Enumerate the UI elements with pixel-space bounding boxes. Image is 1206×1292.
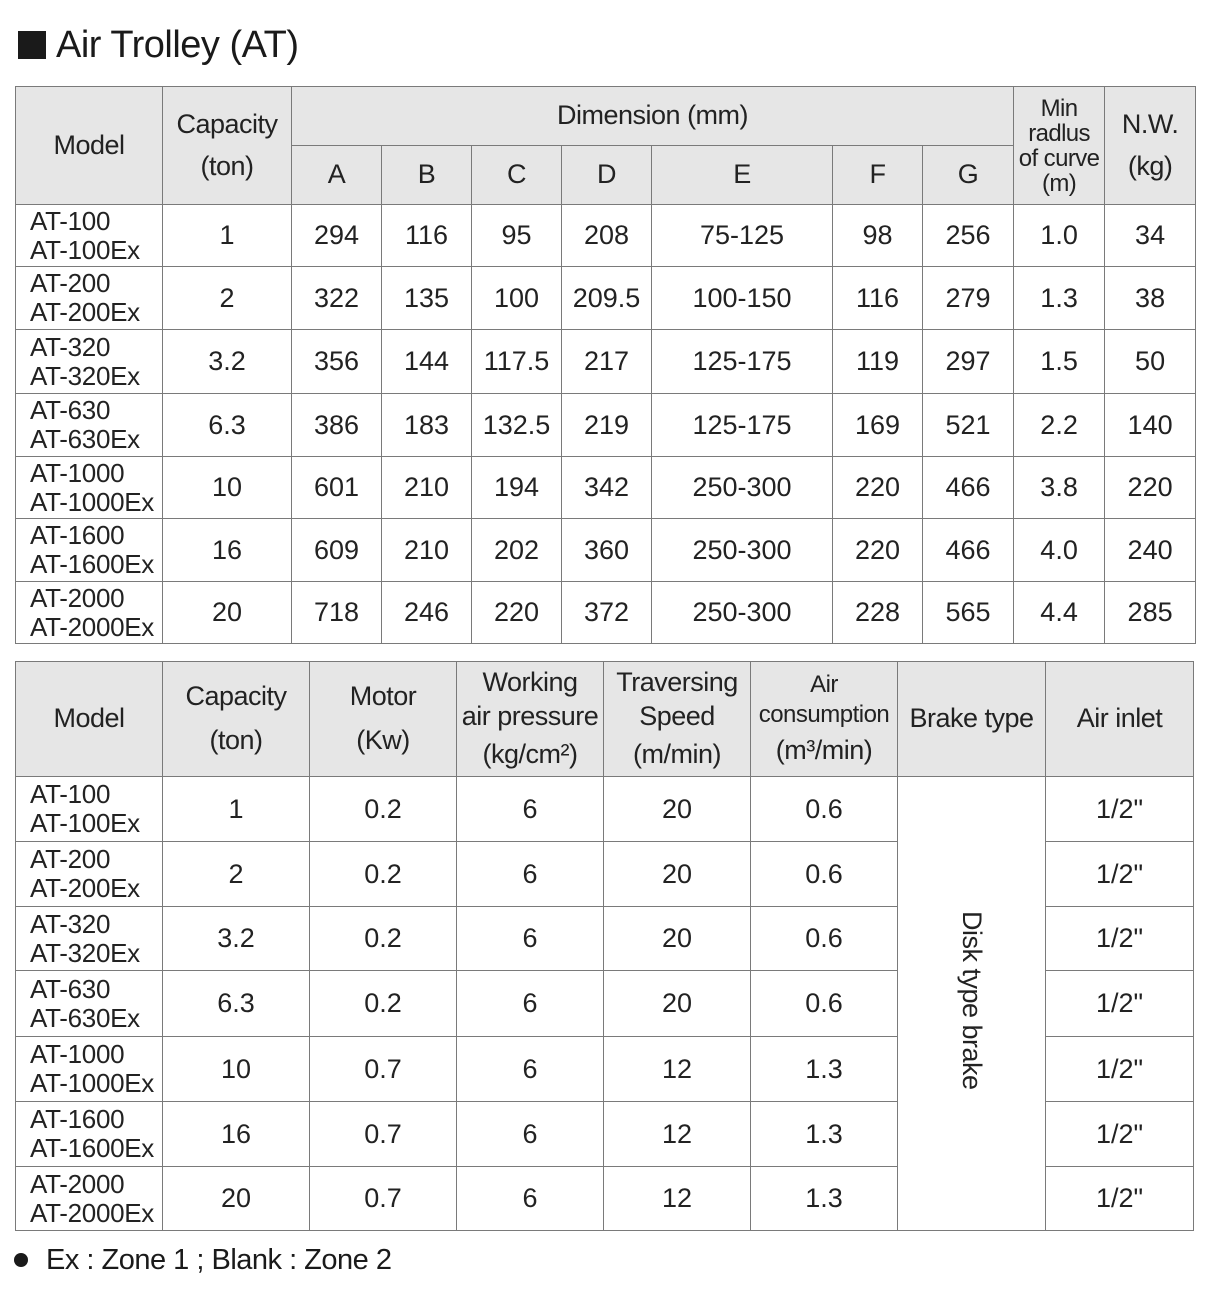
table-row [16, 457, 1196, 519]
cell-working-pressure: 6 [457, 907, 604, 971]
model-name-ex: AT-1000Ex [30, 1068, 154, 1098]
cell-air-inlet: 1/2" [1046, 1037, 1194, 1102]
cell-dim-c: 220 [472, 582, 562, 644]
header-dim-a: A [292, 146, 382, 205]
cell-dim-a: 609 [292, 519, 382, 582]
cell-dim-a: 356 [292, 330, 382, 394]
cell-min-radius: 1.5 [1014, 330, 1105, 394]
cell-working-pressure: 6 [457, 971, 604, 1037]
header-dim-g: G [923, 146, 1014, 205]
model-name: AT-1600 [30, 1104, 125, 1134]
cell-air-inlet: 1/2" [1046, 1102, 1194, 1167]
cell-working-pressure: 6 [457, 842, 604, 907]
model-name: AT-200 [30, 268, 111, 298]
cell-dim-d: 219 [562, 394, 652, 457]
model-name: AT-200 [30, 844, 111, 874]
cell-dim-d: 209.5 [562, 267, 652, 330]
cell-dim-d: 342 [562, 457, 652, 519]
cell-traversing-speed: 20 [604, 777, 751, 842]
cell-model [16, 582, 163, 644]
cell-traversing-speed: 12 [604, 1102, 751, 1167]
cell-capacity: 10 [163, 1037, 310, 1102]
model-name: AT-2000 [30, 582, 125, 613]
header-min-radius: Min radlus of curve (m) [1014, 87, 1105, 205]
model-name-ex: AT-320Ex [30, 360, 140, 391]
cell-nw: 220 [1105, 457, 1196, 519]
cell-dim-e: 250-300 [652, 457, 833, 519]
header-air-inlet: Air inlet [1046, 662, 1194, 777]
cell-dim-f: 220 [833, 519, 923, 582]
cell-dim-f: 169 [833, 394, 923, 457]
cell-capacity: 2 [163, 842, 310, 907]
cell-air-inlet: 1/2" [1046, 777, 1194, 842]
cell-model [16, 842, 163, 907]
cell-dim-e: 250-300 [652, 519, 833, 582]
cell-traversing-speed: 12 [604, 1167, 751, 1231]
header-nw: N.W. (kg) [1105, 87, 1196, 205]
model-name: AT-1600 [30, 520, 125, 550]
cell-motor: 0.7 [310, 1037, 457, 1102]
cell-capacity: 20 [163, 1167, 310, 1231]
cell-dim-c: 100 [472, 267, 562, 330]
model-name-ex: AT-320Ex [30, 937, 140, 968]
cell-model [16, 1037, 163, 1102]
table-row [16, 519, 1196, 582]
table-row [16, 205, 1196, 267]
cell-dim-c: 117.5 [472, 330, 562, 394]
cell-dim-c: 194 [472, 457, 562, 519]
model-name: AT-100 [30, 205, 111, 236]
cell-motor: 0.7 [310, 1102, 457, 1167]
header-dim-c: C [472, 146, 562, 205]
square-bullet-icon [18, 31, 46, 59]
cell-capacity: 10 [163, 457, 292, 519]
model-name-ex: AT-2000Ex [30, 611, 154, 642]
model-name-ex: AT-200Ex [30, 873, 140, 903]
cell-dim-f: 98 [833, 205, 923, 267]
cell-dim-b: 144 [382, 330, 472, 394]
table-row [16, 267, 1196, 330]
cell-min-radius: 4.0 [1014, 519, 1105, 582]
cell-min-radius: 3.8 [1014, 457, 1105, 519]
brake-type-text: Disk type brake [957, 910, 987, 1090]
cell-dim-g: 279 [923, 267, 1014, 330]
model-name-ex: AT-100Ex [30, 234, 140, 265]
cell-dim-g: 466 [923, 457, 1014, 519]
cell-min-radius: 2.2 [1014, 394, 1105, 457]
cell-air-inlet: 1/2" [1046, 1167, 1194, 1231]
cell-model [16, 971, 163, 1037]
cell-model [16, 457, 163, 519]
cell-dim-a: 294 [292, 205, 382, 267]
cell-nw: 50 [1105, 330, 1196, 394]
model-name: AT-630 [30, 973, 111, 1004]
cell-dim-e: 75-125 [652, 205, 833, 267]
cell-dim-g: 521 [923, 394, 1014, 457]
cell-dim-e: 125-175 [652, 330, 833, 394]
cell-dim-d: 372 [562, 582, 652, 644]
cell-dim-d: 217 [562, 330, 652, 394]
cell-dim-e: 100-150 [652, 267, 833, 330]
header-traversing-speed: Traversing Speed (m/min) [604, 662, 751, 777]
page-title-text: Air Trolley (AT) [56, 23, 299, 66]
cell-dim-e: 125-175 [652, 394, 833, 457]
cell-traversing-speed: 20 [604, 907, 751, 971]
model-name-ex: AT-1000Ex [30, 486, 154, 517]
cell-traversing-speed: 20 [604, 971, 751, 1037]
cell-model [16, 267, 163, 330]
header-dim-d: D [562, 146, 652, 205]
cell-nw: 285 [1105, 582, 1196, 644]
model-name-ex: AT-100Ex [30, 808, 140, 838]
cell-dim-c: 132.5 [472, 394, 562, 457]
cell-dim-g: 565 [923, 582, 1014, 644]
cell-air-consumption: 0.6 [751, 777, 898, 842]
cell-model [16, 205, 163, 267]
cell-dim-c: 95 [472, 205, 562, 267]
model-name: AT-1000 [30, 457, 125, 488]
bullet-dot-icon [14, 1253, 28, 1267]
header-motor: Motor (Kw) [310, 662, 457, 777]
cell-air-inlet: 1/2" [1046, 907, 1194, 971]
cell-dim-b: 210 [382, 519, 472, 582]
cell-working-pressure: 6 [457, 777, 604, 842]
header-working-pressure: Working air pressure (kg/cm²) [457, 662, 604, 777]
model-name-ex: AT-1600Ex [30, 1133, 154, 1163]
header-dimension: Dimension (mm) [292, 87, 1014, 146]
cell-capacity: 20 [163, 582, 292, 644]
model-name-ex: AT-2000Ex [30, 1197, 154, 1228]
model-name: AT-320 [30, 908, 111, 939]
cell-min-radius: 4.4 [1014, 582, 1105, 644]
header-capacity: Capacity (ton) [163, 87, 292, 205]
cell-model [16, 330, 163, 394]
cell-capacity: 1 [163, 777, 310, 842]
cell-nw: 240 [1105, 519, 1196, 582]
cell-air-consumption: 0.6 [751, 907, 898, 971]
cell-air-consumption: 1.3 [751, 1167, 898, 1231]
cell-dim-a: 322 [292, 267, 382, 330]
cell-dim-a: 386 [292, 394, 382, 457]
cell-model [16, 1167, 163, 1231]
table-row [16, 777, 1194, 842]
zone-note-text: Ex : Zone 1 ; Blank : Zone 2 [46, 1243, 392, 1276]
header-dim-e: E [652, 146, 833, 205]
cell-dim-d: 360 [562, 519, 652, 582]
cell-working-pressure: 6 [457, 1167, 604, 1231]
cell-traversing-speed: 20 [604, 842, 751, 907]
cell-capacity: 3.2 [163, 330, 292, 394]
cell-model [16, 1102, 163, 1167]
cell-model [16, 394, 163, 457]
cell-air-consumption: 0.6 [751, 971, 898, 1037]
cell-air-consumption: 1.3 [751, 1037, 898, 1102]
cell-motor: 0.2 [310, 971, 457, 1037]
cell-dim-b: 116 [382, 205, 472, 267]
header-capacity: Capacity (ton) [163, 662, 310, 777]
cell-dim-a: 601 [292, 457, 382, 519]
cell-dim-d: 208 [562, 205, 652, 267]
table-row [16, 394, 1196, 457]
model-name: AT-1000 [30, 1039, 125, 1069]
table-row [16, 582, 1196, 644]
cell-air-inlet: 1/2" [1046, 971, 1194, 1037]
zone-note [14, 1242, 391, 1278]
cell-dim-a: 718 [292, 582, 382, 644]
cell-dim-b: 183 [382, 394, 472, 457]
cell-traversing-speed: 12 [604, 1037, 751, 1102]
model-name-ex: AT-630Ex [30, 1002, 140, 1033]
cell-motor: 0.2 [310, 777, 457, 842]
cell-dim-b: 210 [382, 457, 472, 519]
cell-air-consumption: 1.3 [751, 1102, 898, 1167]
model-name: AT-320 [30, 331, 111, 362]
cell-dim-b: 246 [382, 582, 472, 644]
header-dim-b: B [382, 146, 472, 205]
dimension-table [15, 86, 1196, 644]
cell-brake-type [898, 777, 1046, 1231]
header-dim-f: F [833, 146, 923, 205]
cell-model [16, 907, 163, 971]
cell-dim-g: 256 [923, 205, 1014, 267]
cell-capacity: 2 [163, 267, 292, 330]
cell-capacity: 1 [163, 205, 292, 267]
cell-dim-g: 297 [923, 330, 1014, 394]
header-model: Model [16, 662, 163, 777]
cell-nw: 140 [1105, 394, 1196, 457]
cell-dim-g: 466 [923, 519, 1014, 582]
cell-capacity: 16 [163, 519, 292, 582]
model-name-ex: AT-200Ex [30, 297, 140, 327]
cell-min-radius: 1.3 [1014, 267, 1105, 330]
cell-nw: 38 [1105, 267, 1196, 330]
table-row [16, 330, 1196, 394]
cell-dim-b: 135 [382, 267, 472, 330]
cell-dim-c: 202 [472, 519, 562, 582]
specification-table [15, 661, 1194, 1231]
cell-motor: 0.2 [310, 907, 457, 971]
model-name-ex: AT-630Ex [30, 424, 140, 454]
cell-capacity: 3.2 [163, 907, 310, 971]
cell-capacity: 6.3 [163, 971, 310, 1037]
header-air-consumption: Air consumption (m³/min) [751, 662, 898, 777]
cell-air-consumption: 0.6 [751, 842, 898, 907]
cell-working-pressure: 6 [457, 1102, 604, 1167]
header-model: Model [16, 87, 163, 205]
header-brake-type: Brake type [898, 662, 1046, 777]
cell-nw: 34 [1105, 205, 1196, 267]
cell-air-inlet: 1/2" [1046, 842, 1194, 907]
cell-dim-f: 119 [833, 330, 923, 394]
model-name-ex: AT-1600Ex [30, 549, 154, 579]
cell-dim-f: 220 [833, 457, 923, 519]
cell-motor: 0.7 [310, 1167, 457, 1231]
page-title [18, 20, 299, 70]
cell-dim-e: 250-300 [652, 582, 833, 644]
cell-capacity: 6.3 [163, 394, 292, 457]
cell-dim-f: 116 [833, 267, 923, 330]
model-name: AT-100 [30, 779, 111, 809]
cell-model [16, 519, 163, 582]
cell-capacity: 16 [163, 1102, 310, 1167]
model-name: AT-630 [30, 395, 111, 425]
cell-working-pressure: 6 [457, 1037, 604, 1102]
cell-motor: 0.2 [310, 842, 457, 907]
model-name: AT-2000 [30, 1168, 125, 1199]
cell-min-radius: 1.0 [1014, 205, 1105, 267]
cell-dim-f: 228 [833, 582, 923, 644]
cell-model [16, 777, 163, 842]
